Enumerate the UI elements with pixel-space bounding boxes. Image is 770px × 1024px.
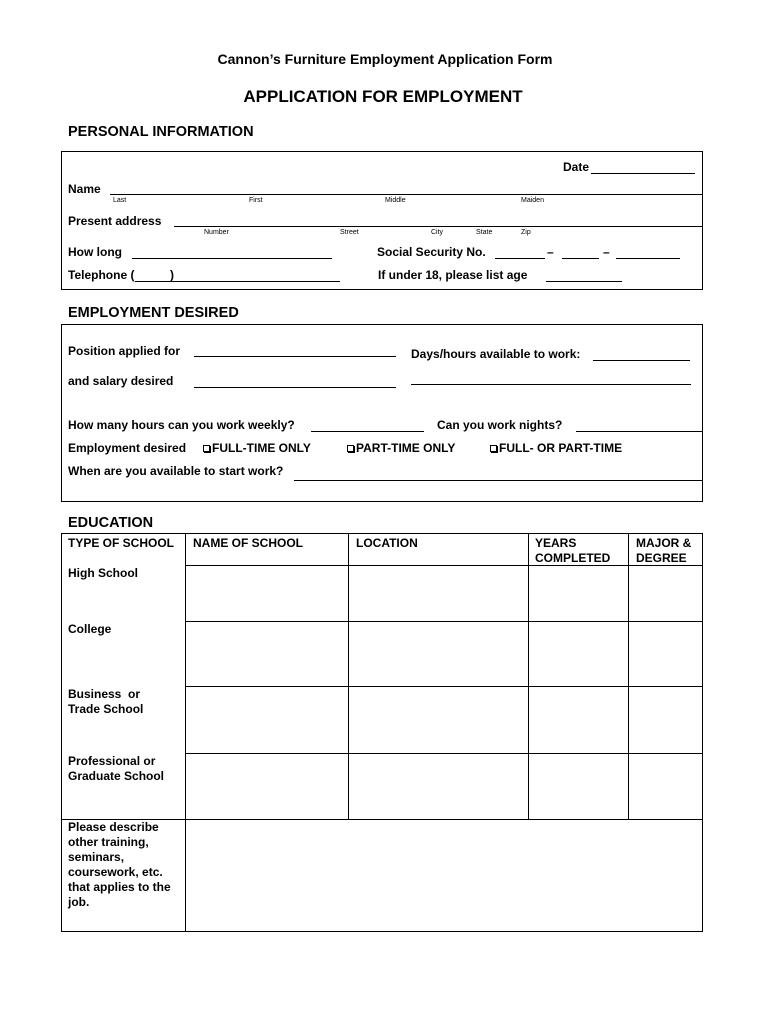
option-full-or-part-time[interactable] — [490, 441, 622, 455]
column-divider — [628, 533, 629, 819]
row-label-line2: Graduate School — [68, 769, 165, 783]
row-divider — [185, 686, 703, 687]
ssn-separator-2: – — [603, 245, 610, 259]
telephone-label: Telephone ( — [68, 268, 135, 282]
address-part-city: City — [431, 229, 444, 236]
form-title: Cannon’s Furniture Employment Application Form — [217, 51, 553, 67]
section-heading-education: EDUCATION — [68, 515, 154, 531]
nights-field[interactable] — [576, 431, 702, 432]
address-part-number: Number — [204, 229, 229, 236]
column-header-years-line1: YEARS — [535, 536, 577, 550]
column-divider — [348, 533, 349, 819]
row-label-business-trade — [68, 687, 143, 717]
name-part-middle: Middle — [385, 197, 406, 204]
other-training-line: Please describe — [68, 820, 159, 834]
column-divider — [528, 533, 529, 819]
other-training-line: job. — [68, 895, 90, 909]
name-field[interactable] — [110, 194, 702, 195]
salary-label: and salary desired — [68, 374, 174, 388]
row-label-other-training — [68, 820, 171, 910]
nights-label: Can you work nights? — [437, 418, 563, 432]
name-part-last: Last — [113, 197, 127, 204]
address-label: Present address — [68, 214, 162, 228]
checkbox-icon[interactable] — [347, 445, 354, 452]
telephone-paren: ) — [170, 268, 174, 282]
how-long-label: How long — [68, 245, 122, 259]
days-hours-field-2[interactable] — [411, 384, 691, 385]
name-label: Name — [68, 182, 101, 196]
name-part-first: First — [249, 197, 263, 204]
under18-label: If under 18, please list age — [378, 268, 528, 282]
high-school-name-cell[interactable] — [186, 566, 347, 621]
column-header-major-line2: DEGREE — [636, 551, 687, 565]
age-field[interactable] — [546, 281, 622, 282]
column-header-name: NAME OF SCHOOL — [193, 536, 303, 550]
column-header-major-line1: MAJOR & — [636, 536, 692, 550]
days-hours-field[interactable] — [593, 360, 690, 361]
address-part-zip: Zip — [521, 229, 531, 236]
ssn-separator-1: – — [547, 245, 554, 259]
telephone-field[interactable] — [135, 281, 340, 282]
column-header-type: TYPE OF SCHOOL — [68, 536, 175, 550]
other-training-cell[interactable] — [186, 820, 702, 931]
option-full-or-part-time-label: FULL- OR PART-TIME — [499, 441, 623, 455]
column-header-location: LOCATION — [356, 536, 418, 550]
start-work-field[interactable] — [294, 480, 702, 481]
name-part-maiden: Maiden — [521, 197, 544, 204]
address-part-street: Street — [340, 229, 359, 236]
row-label-high-school: High School — [68, 566, 138, 580]
other-training-line: other training, — [68, 835, 149, 849]
employment-desired-label: Employment desired — [68, 441, 187, 455]
ssn-field-1[interactable] — [495, 258, 545, 259]
column-header-major — [636, 536, 691, 566]
date-field[interactable] — [591, 173, 695, 174]
option-full-time[interactable] — [203, 441, 311, 455]
main-title: APPLICATION FOR EMPLOYMENT — [243, 87, 523, 106]
days-hours-label: Days/hours available to work: — [411, 347, 581, 361]
row-label-line1: Professional or — [68, 754, 156, 768]
ssn-field-3[interactable] — [616, 258, 680, 259]
college-name-cell[interactable] — [186, 622, 347, 686]
other-training-line: coursework, etc. — [68, 865, 163, 879]
position-label: Position applied for — [68, 344, 181, 358]
how-long-field[interactable] — [132, 258, 332, 259]
section-heading-personal: PERSONAL INFORMATION — [68, 124, 254, 140]
hours-weekly-label: How many hours can you work weekly? — [68, 418, 295, 432]
option-part-time[interactable] — [347, 441, 455, 455]
start-work-label: When are you available to start work? — [68, 464, 284, 478]
row-label-college: College — [68, 622, 112, 636]
row-label-line2: Trade School — [68, 702, 144, 716]
option-part-time-label: PART-TIME ONLY — [356, 441, 456, 455]
other-training-line: that applies to the — [68, 880, 171, 894]
column-header-years-line2: COMPLETED — [535, 551, 611, 565]
address-part-state: State — [476, 229, 493, 236]
column-header-years — [535, 536, 610, 566]
address-field[interactable] — [174, 226, 702, 227]
section-heading-employment: EMPLOYMENT DESIRED — [68, 305, 239, 321]
date-label: Date — [563, 160, 590, 174]
row-divider — [185, 753, 703, 754]
position-field[interactable] — [194, 356, 396, 357]
hours-weekly-field[interactable] — [311, 431, 424, 432]
row-label-line1: Business or — [68, 687, 141, 701]
ssn-label: Social Security No. — [377, 245, 486, 259]
option-full-time-label: FULL-TIME ONLY — [212, 441, 311, 455]
salary-field[interactable] — [194, 387, 396, 388]
other-training-line: seminars, — [68, 850, 125, 864]
checkbox-icon[interactable] — [490, 445, 497, 452]
row-label-professional-graduate — [68, 754, 164, 784]
ssn-field-2[interactable] — [562, 258, 599, 259]
checkbox-icon[interactable] — [203, 445, 210, 452]
